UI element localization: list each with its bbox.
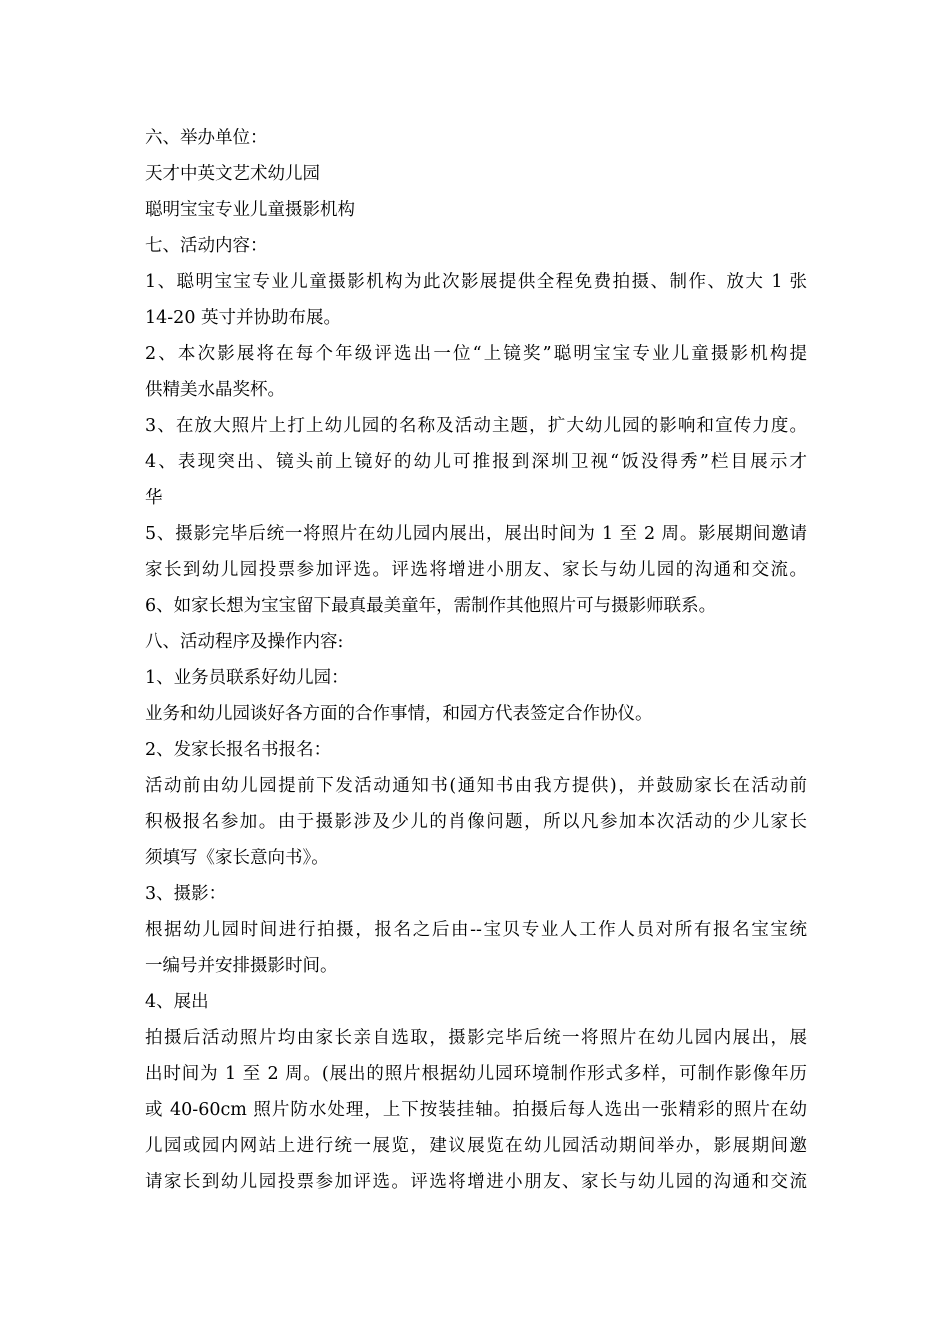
- text-line: 4、表现突出、镜头前上镜好的幼儿可推报到深圳卫视“饭没得秀”栏目展示才: [145, 452, 807, 472]
- text-line: 家长到幼儿园投票参加评选。评选将增进小朋友、家长与幼儿园的沟通和交流。: [145, 560, 807, 580]
- text-line: 七、活动内容：: [145, 236, 268, 256]
- text-line: 出时间为 1 至 2 周。(展出的照片根据幼儿园环境制作形式多样，可制作影像年历: [145, 1064, 807, 1084]
- text-line: 1、聪明宝宝专业儿童摄影机构为此次影展提供全程免费拍摄、制作、放大 1 张: [145, 272, 807, 292]
- text-line: 或 40-60cm 照片防水处理，上下按装挂轴。拍摄后每人选出一张精彩的照片在幼: [145, 1100, 807, 1120]
- document-body: [145, 120, 807, 1200]
- text-line: 八、活动程序及操作内容:: [145, 632, 344, 652]
- text-line: 积极报名参加。由于摄影涉及少儿的肖像问题，所以凡参加本次活动的少儿家长: [145, 812, 807, 832]
- text-line: 请家长到幼儿园投票参加评选。评选将增进小朋友、家长与幼儿园的沟通和交流: [145, 1172, 807, 1192]
- text-line: 6、如家长想为宝宝留下最真最美童年，需制作其他照片可与摄影师联系。: [145, 596, 717, 616]
- text-line: 华: [145, 488, 163, 508]
- text-line: 天才中英文艺术幼儿园: [145, 164, 320, 184]
- text-line: 须填写《家长意向书》。: [145, 848, 329, 868]
- text-line: 拍摄后活动照片均由家长亲自选取，摄影完毕后统一将照片在幼儿园内展出，展: [145, 1028, 807, 1048]
- text-line: 4、展出: [145, 992, 209, 1012]
- text-line: 一编号并安排摄影时间。: [145, 956, 338, 976]
- text-line: 供精美水晶奖杯。: [145, 380, 285, 400]
- text-line: 1、业务员联系好幼儿园：: [145, 668, 349, 688]
- text-line: 六、举办单位：: [145, 128, 268, 148]
- text-line: 14-20 英寸并协助布展。: [145, 308, 342, 328]
- text-line: 根据幼儿园时间进行拍摄，报名之后由--宝贝专业人工作人员对所有报名宝宝统: [145, 920, 807, 940]
- text-line: 活动前由幼儿园提前下发活动通知书(通知书由我方提供)，并鼓励家长在活动前: [145, 776, 807, 796]
- text-line: 3、在放大照片上打上幼儿园的名称及活动主题，扩大幼儿园的影响和宣传力度。: [145, 416, 807, 436]
- text-line: 3、摄影：: [145, 884, 227, 904]
- text-line: 儿园或园内网站上进行统一展览，建议展览在幼儿园活动期间举办，影展期间邀: [145, 1136, 807, 1156]
- text-line: 业务和幼儿园谈好各方面的合作事情，和园方代表签定合作协仪。: [145, 704, 653, 724]
- text-line: 聪明宝宝专业儿童摄影机构: [145, 200, 355, 220]
- text-line: 2、发家长报名书报名：: [145, 740, 332, 760]
- text-line: 5、摄影完毕后统一将照片在幼儿园内展出，展出时间为 1 至 2 周。影展期间邀请: [145, 524, 807, 544]
- text-line: 2、本次影展将在每个年级评选出一位“上镜奖”聪明宝宝专业儿童摄影机构提: [145, 344, 807, 364]
